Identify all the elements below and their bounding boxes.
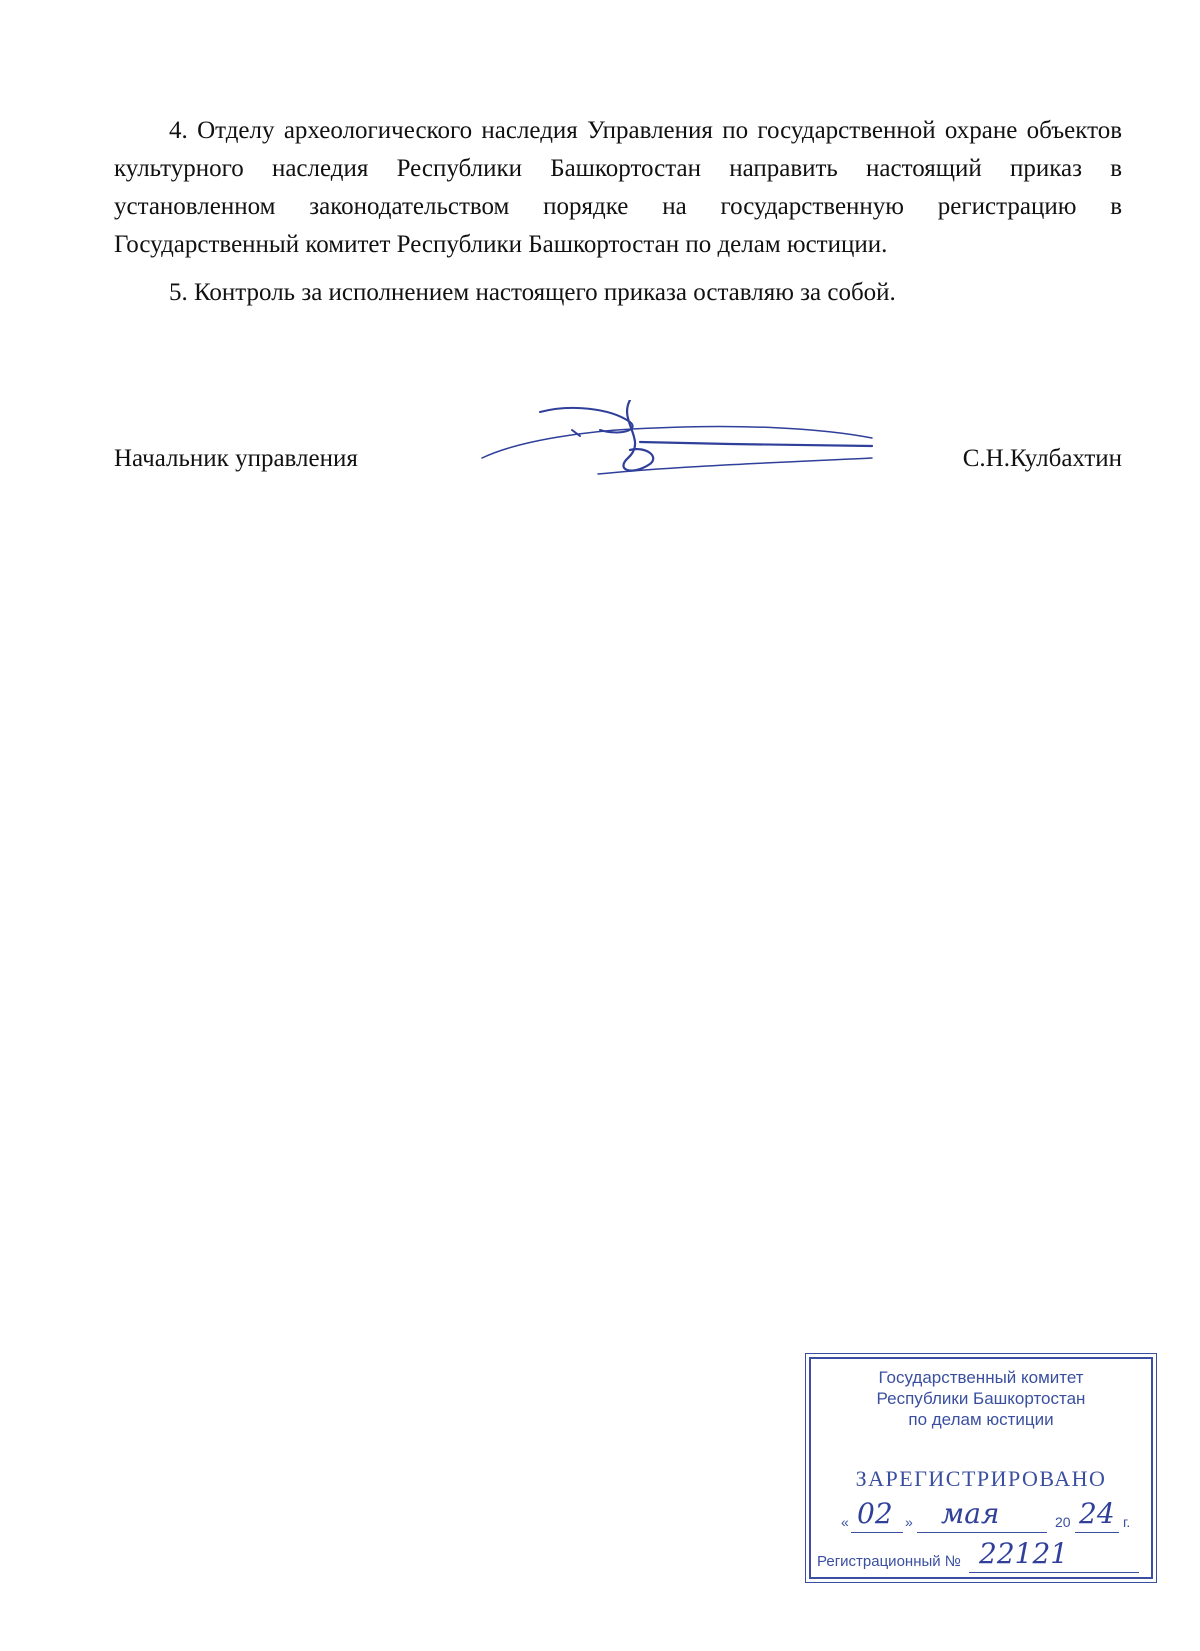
handwritten-signature xyxy=(480,400,920,520)
stamp-month: мая xyxy=(941,1497,1000,1530)
stamp-organization xyxy=(811,1367,1151,1430)
stamp-registration-number: 22121 xyxy=(979,1537,1069,1570)
signer-position: Начальник управления xyxy=(114,445,358,472)
stamp-date xyxy=(841,1499,1141,1533)
stamp-year-mark: г. xyxy=(1123,1514,1131,1530)
stamp-org-line: Республики Башкортостан xyxy=(876,1389,1086,1408)
stamp-registration xyxy=(817,1537,1147,1573)
stamp-org-line: Государственный комитет xyxy=(878,1368,1084,1387)
stamp-open-quote: « xyxy=(841,1514,849,1530)
stamp-day-line xyxy=(851,1532,903,1533)
stamp-number-line xyxy=(969,1572,1139,1573)
registration-stamp xyxy=(809,1357,1153,1579)
stamp-close-quote: » xyxy=(905,1514,913,1530)
paragraph-5: 5. Контроль за исполнением настоящего приказа оставляю за собой. xyxy=(169,279,896,306)
stamp-registered-label: ЗАРЕГИСТРИРОВАНО xyxy=(855,1466,1107,1491)
stamp-year-prefix: 20 xyxy=(1055,1514,1071,1530)
stamp-registration-label: Регистрационный № xyxy=(817,1553,961,1570)
stamp-day: 02 xyxy=(857,1497,893,1530)
paragraph-4: 4. Отделу археологического наследия Управления по государственной охране объектов культурного наследия Республики Башкортостан направить настоящий приказ в установленном законодательством порядке на государственную регистрацию в Государственный комитет Республики Башкортостан по делам юстиции. xyxy=(114,117,1122,258)
stamp-year-suffix: 24 xyxy=(1079,1497,1115,1530)
stamp-year-line xyxy=(1075,1532,1119,1533)
signer-name: С.Н.Кулбахтин xyxy=(962,445,1122,472)
stamp-org-line: по делам юстиции xyxy=(908,1410,1054,1429)
order-text xyxy=(114,112,1122,312)
stamp-month-line xyxy=(917,1532,1047,1533)
